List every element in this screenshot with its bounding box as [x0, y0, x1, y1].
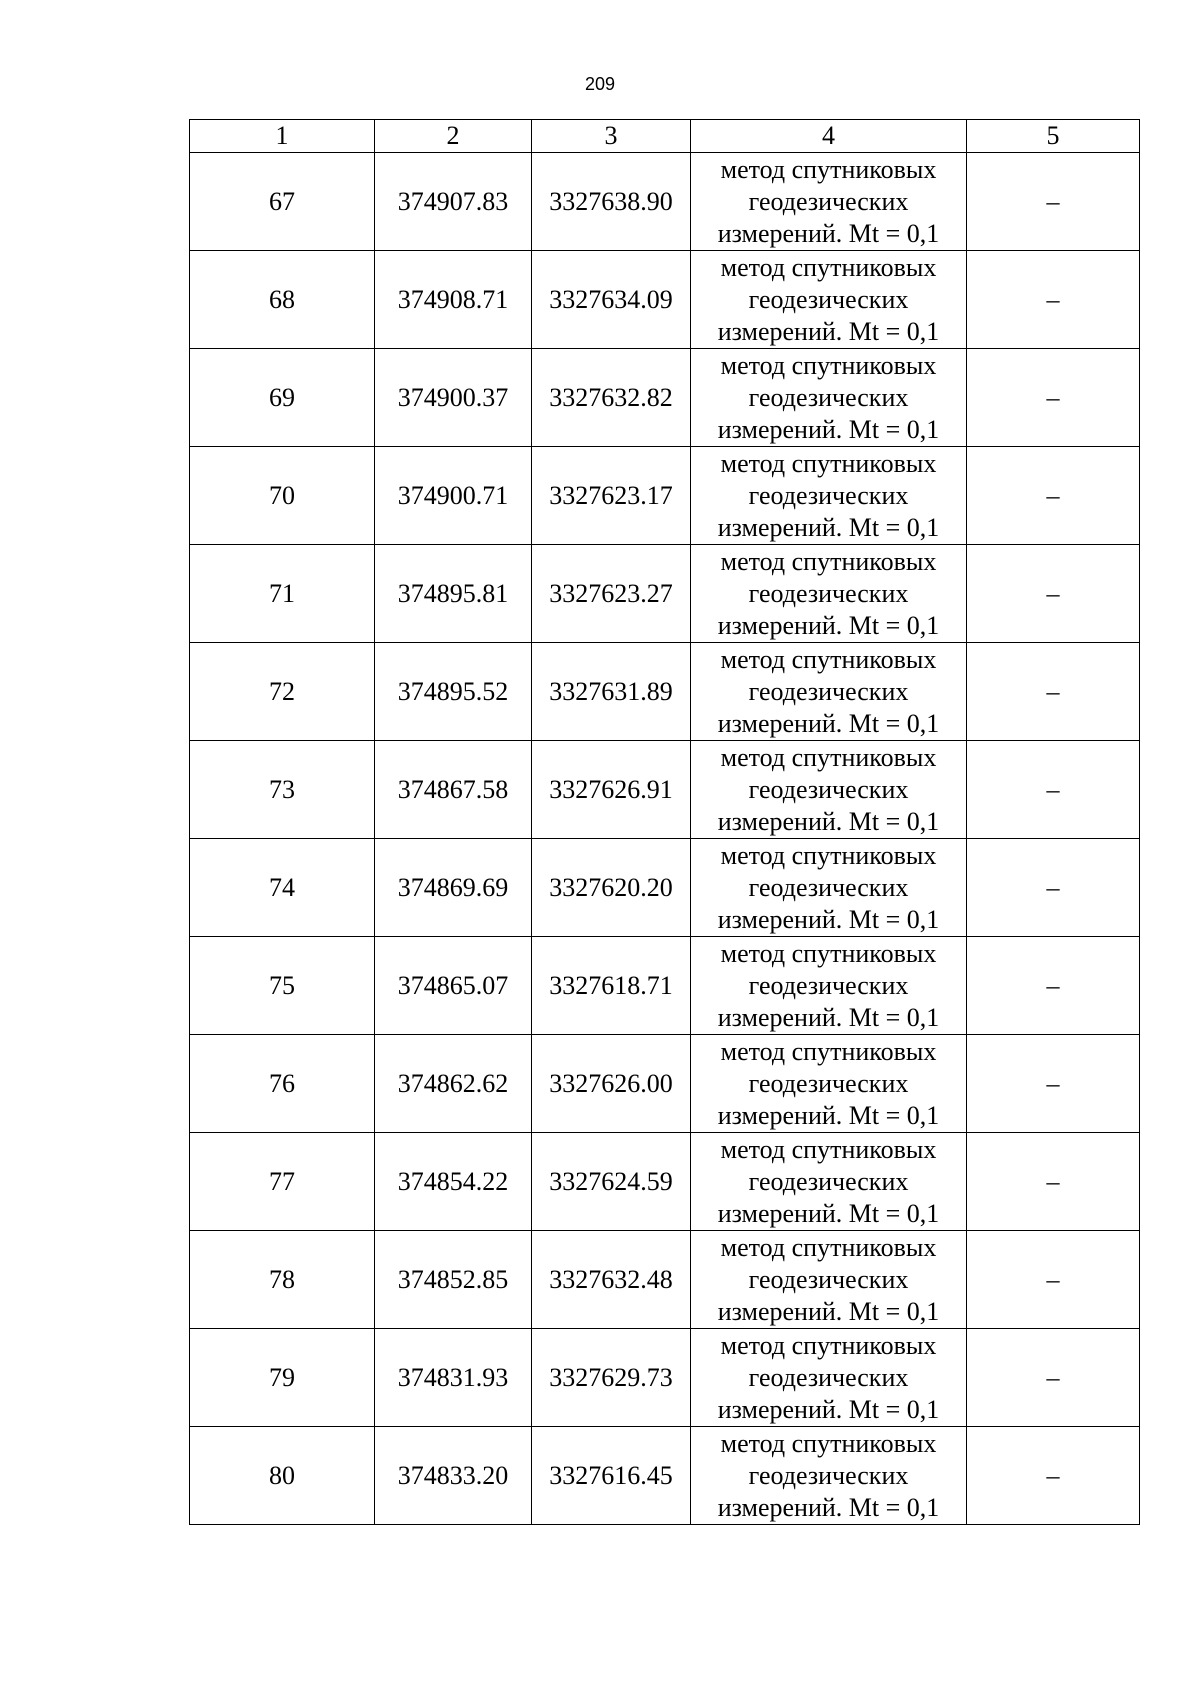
y-coordinate-cell: 3327623.27 — [532, 545, 691, 643]
method-line: метод спутниковых — [720, 1036, 937, 1066]
y-coordinate-cell: 3327634.09 — [532, 251, 691, 349]
method-cell — [691, 349, 967, 447]
table-row — [190, 545, 1140, 643]
column-header: 2 — [375, 120, 532, 153]
method-line: метод спутниковых — [720, 1232, 937, 1262]
note-cell: – — [967, 1035, 1140, 1133]
point-number-cell: 75 — [190, 937, 375, 1035]
method-cell — [691, 741, 967, 839]
x-coordinate-cell: 374895.52 — [375, 643, 532, 741]
x-coordinate-cell: 374900.37 — [375, 349, 532, 447]
method-line: геодезических — [748, 970, 909, 1000]
method-cell — [691, 447, 967, 545]
method-line: измерений. Mt = 0,1 — [717, 1100, 940, 1130]
method-line: метод спутниковых — [720, 840, 937, 870]
table-header-row — [190, 120, 1140, 153]
method-line: геодезических — [748, 676, 909, 706]
x-coordinate-cell: 374908.71 — [375, 251, 532, 349]
x-coordinate-cell: 374862.62 — [375, 1035, 532, 1133]
note-cell: – — [967, 545, 1140, 643]
x-coordinate-cell: 374833.20 — [375, 1427, 532, 1525]
method-line: геодезических — [748, 1068, 909, 1098]
table-row — [190, 251, 1140, 349]
column-header: 1 — [190, 120, 375, 153]
method-cell — [691, 1231, 967, 1329]
x-coordinate-cell: 374831.93 — [375, 1329, 532, 1427]
coordinates-table — [189, 119, 1140, 1525]
method-line: геодезических — [748, 382, 909, 412]
method-cell — [691, 839, 967, 937]
table-row — [190, 741, 1140, 839]
point-number-cell: 76 — [190, 1035, 375, 1133]
method-line: геодезических — [748, 1362, 909, 1392]
point-number-cell: 70 — [190, 447, 375, 545]
y-coordinate-cell: 3327623.17 — [532, 447, 691, 545]
y-coordinate-cell: 3327618.71 — [532, 937, 691, 1035]
table-row — [190, 643, 1140, 741]
y-coordinate-cell: 3327631.89 — [532, 643, 691, 741]
point-number-cell: 77 — [190, 1133, 375, 1231]
x-coordinate-cell: 374852.85 — [375, 1231, 532, 1329]
table-row — [190, 1427, 1140, 1525]
method-cell — [691, 643, 967, 741]
method-line: геодезических — [748, 774, 909, 804]
note-cell: – — [967, 1427, 1140, 1525]
page-number: 209 — [584, 74, 616, 94]
note-cell: – — [967, 741, 1140, 839]
table-body — [190, 153, 1140, 1525]
table-row — [190, 1035, 1140, 1133]
table-row — [190, 937, 1140, 1035]
y-coordinate-cell: 3327632.48 — [532, 1231, 691, 1329]
method-line: измерений. Mt = 0,1 — [717, 1198, 940, 1228]
note-cell: – — [967, 153, 1140, 251]
y-coordinate-cell: 3327638.90 — [532, 153, 691, 251]
note-cell: – — [967, 1133, 1140, 1231]
method-line: метод спутниковых — [720, 154, 937, 184]
method-line: метод спутниковых — [720, 546, 937, 576]
point-number-cell: 72 — [190, 643, 375, 741]
column-header: 3 — [532, 120, 691, 153]
method-line: метод спутниковых — [720, 1134, 937, 1164]
y-coordinate-cell: 3327616.45 — [532, 1427, 691, 1525]
note-cell: – — [967, 251, 1140, 349]
method-cell — [691, 1329, 967, 1427]
y-coordinate-cell: 3327632.82 — [532, 349, 691, 447]
method-line: измерений. Mt = 0,1 — [717, 316, 940, 346]
y-coordinate-cell: 3327620.20 — [532, 839, 691, 937]
method-line: геодезических — [748, 872, 909, 902]
method-cell — [691, 545, 967, 643]
point-number-cell: 74 — [190, 839, 375, 937]
method-line: метод спутниковых — [720, 252, 937, 282]
y-coordinate-cell: 3327626.91 — [532, 741, 691, 839]
point-number-cell: 68 — [190, 251, 375, 349]
method-cell — [691, 153, 967, 251]
point-number-cell: 73 — [190, 741, 375, 839]
note-cell: – — [967, 839, 1140, 937]
point-number-cell: 78 — [190, 1231, 375, 1329]
method-line: метод спутниковых — [720, 742, 937, 772]
method-line: измерений. Mt = 0,1 — [717, 1492, 940, 1522]
method-line: измерений. Mt = 0,1 — [717, 610, 940, 640]
method-line: метод спутниковых — [720, 1428, 937, 1458]
method-cell — [691, 1133, 967, 1231]
method-line: измерений. Mt = 0,1 — [717, 806, 940, 836]
x-coordinate-cell: 374865.07 — [375, 937, 532, 1035]
method-line: геодезических — [748, 1264, 909, 1294]
x-coordinate-cell: 374869.69 — [375, 839, 532, 937]
point-number-cell: 71 — [190, 545, 375, 643]
table-row — [190, 349, 1140, 447]
note-cell: – — [967, 1329, 1140, 1427]
point-number-cell: 69 — [190, 349, 375, 447]
point-number-cell: 80 — [190, 1427, 375, 1525]
method-line: метод спутниковых — [720, 1330, 937, 1360]
point-number-cell: 67 — [190, 153, 375, 251]
table-row — [190, 447, 1140, 545]
note-cell: – — [967, 937, 1140, 1035]
method-cell — [691, 1035, 967, 1133]
method-line: геодезических — [748, 578, 909, 608]
note-cell: – — [967, 643, 1140, 741]
method-cell — [691, 1427, 967, 1525]
column-header: 4 — [691, 120, 967, 153]
method-line: метод спутниковых — [720, 644, 937, 674]
x-coordinate-cell: 374895.81 — [375, 545, 532, 643]
method-line: геодезических — [748, 480, 909, 510]
y-coordinate-cell: 3327626.00 — [532, 1035, 691, 1133]
method-cell — [691, 251, 967, 349]
method-line: метод спутниковых — [720, 350, 937, 380]
column-header: 5 — [967, 120, 1140, 153]
method-line: измерений. Mt = 0,1 — [717, 218, 940, 248]
method-line: геодезических — [748, 1460, 909, 1490]
method-cell — [691, 937, 967, 1035]
method-line: измерений. Mt = 0,1 — [717, 1002, 940, 1032]
method-line: измерений. Mt = 0,1 — [717, 904, 940, 934]
y-coordinate-cell: 3327624.59 — [532, 1133, 691, 1231]
method-line: измерений. Mt = 0,1 — [717, 708, 940, 738]
table-row — [190, 1329, 1140, 1427]
method-line: измерений. Mt = 0,1 — [717, 1296, 940, 1326]
method-line: измерений. Mt = 0,1 — [717, 512, 940, 542]
note-cell: – — [967, 1231, 1140, 1329]
table-row — [190, 1133, 1140, 1231]
table-row — [190, 839, 1140, 937]
x-coordinate-cell: 374907.83 — [375, 153, 532, 251]
method-line: метод спутниковых — [720, 938, 937, 968]
table-row — [190, 153, 1140, 251]
method-line: геодезических — [748, 1166, 909, 1196]
point-number-cell: 79 — [190, 1329, 375, 1427]
method-line: измерений. Mt = 0,1 — [717, 1394, 940, 1424]
note-cell: – — [967, 349, 1140, 447]
method-line: геодезических — [748, 284, 909, 314]
note-cell: – — [967, 447, 1140, 545]
method-line: геодезических — [748, 186, 909, 216]
method-line: метод спутниковых — [720, 448, 937, 478]
x-coordinate-cell: 374867.58 — [375, 741, 532, 839]
y-coordinate-cell: 3327629.73 — [532, 1329, 691, 1427]
table-row — [190, 1231, 1140, 1329]
method-line: измерений. Mt = 0,1 — [717, 414, 940, 444]
x-coordinate-cell: 374854.22 — [375, 1133, 532, 1231]
x-coordinate-cell: 374900.71 — [375, 447, 532, 545]
